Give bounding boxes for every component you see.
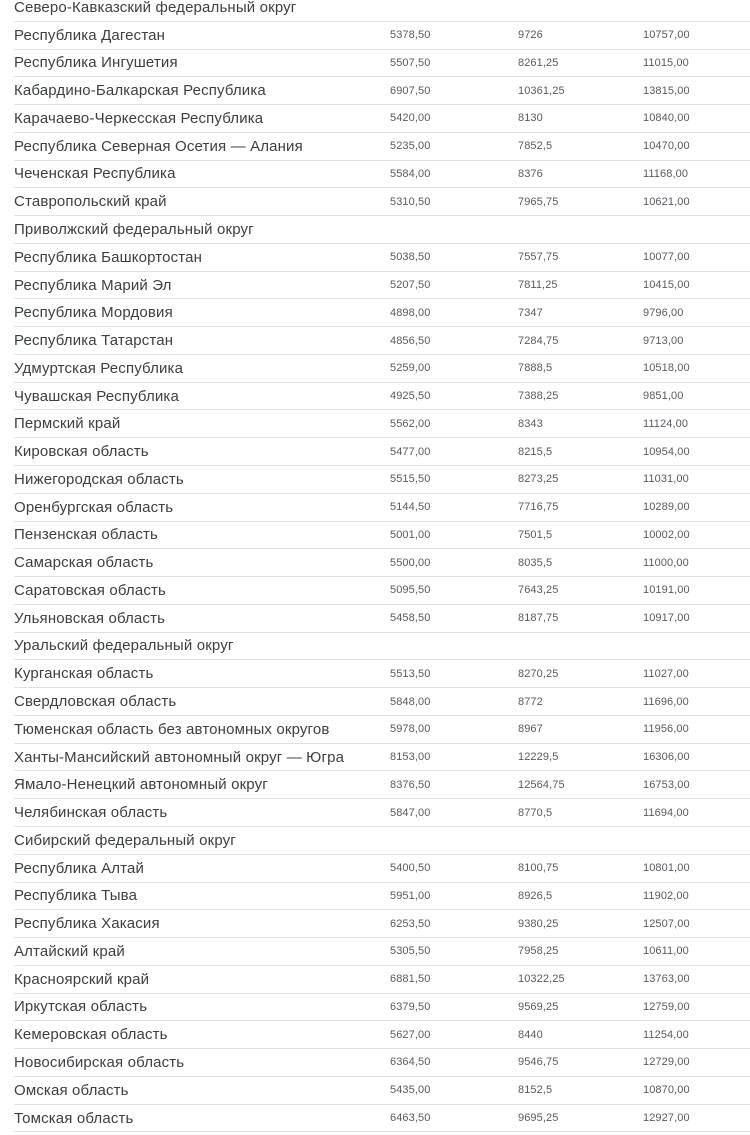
region-name: Пензенская область	[14, 526, 159, 544]
district-name: Сибирский федеральный округ	[14, 831, 236, 849]
value-cell: 5951,00	[390, 889, 431, 902]
value-cell: 5259,00	[390, 362, 431, 375]
value-cell: 5144,50	[390, 501, 431, 514]
region-name: Карачаево-Черкесская Республика	[14, 109, 264, 127]
value-cell: 10621,00	[643, 195, 690, 208]
value-cell: 11696,00	[643, 695, 689, 708]
value-cell: 8770,5	[518, 806, 553, 819]
table-row	[14, 1105, 750, 1133]
value-cell: 11031,00	[643, 473, 689, 486]
value-cell: 6379,50	[390, 1000, 431, 1013]
table-row	[14, 966, 750, 994]
value-cell: 8376	[518, 167, 543, 180]
value-cell: 5515,50	[390, 473, 431, 486]
value-cell: 11254,00	[643, 1028, 689, 1041]
value-cell: 4925,50	[390, 390, 431, 403]
table-row	[14, 605, 750, 633]
section-header-row	[14, 0, 750, 22]
value-cell: 4898,00	[390, 306, 431, 319]
value-cell: 16753,00	[643, 778, 690, 791]
value-cell: 10361,25	[518, 84, 565, 97]
region-name: Ямало-Ненецкий автономный округ	[14, 776, 268, 794]
value-cell: 5038,50	[390, 251, 431, 264]
value-cell: 8273,25	[518, 473, 559, 486]
value-cell: 11015,00	[643, 56, 689, 69]
value-cell: 5627,00	[390, 1028, 431, 1041]
region-name: Саратовская область	[14, 581, 166, 599]
value-cell: 11694,00	[643, 806, 689, 819]
region-name: Красноярский край	[14, 970, 150, 988]
region-name: Республика Алтай	[14, 859, 145, 877]
value-cell: 5513,50	[390, 667, 431, 680]
value-cell: 8130	[518, 112, 543, 125]
table-row	[14, 466, 750, 494]
value-cell: 5435,00	[390, 1084, 431, 1097]
value-cell: 6253,50	[390, 917, 431, 930]
table-row	[14, 77, 750, 105]
value-cell: 8772	[518, 695, 543, 708]
value-cell: 9380,25	[518, 917, 559, 930]
value-cell: 10870,00	[643, 1084, 690, 1097]
table-row	[14, 50, 750, 78]
table-row	[14, 272, 750, 300]
value-cell: 9796,00	[643, 306, 684, 319]
value-cell: 7284,75	[518, 334, 559, 347]
value-cell: 10191,00	[643, 584, 690, 597]
value-cell: 5500,00	[390, 556, 431, 569]
value-cell: 10840,00	[643, 112, 690, 125]
value-cell: 9851,00	[643, 390, 684, 403]
region-name: Томская область	[14, 1109, 134, 1127]
table-row	[14, 327, 750, 355]
value-cell: 10917,00	[643, 612, 690, 625]
section-header-row	[14, 827, 750, 855]
value-cell: 7501,5	[518, 528, 553, 541]
value-cell: 7852,5	[518, 140, 553, 153]
district-name: Приволжский федеральный округ	[14, 221, 254, 238]
value-cell: 5477,00	[390, 445, 431, 458]
region-name: Пермский край	[14, 415, 121, 433]
value-cell: 5848,00	[390, 695, 431, 708]
table-row	[14, 549, 750, 577]
value-cell: 10415,00	[643, 279, 690, 292]
section-header-row	[14, 633, 750, 661]
value-cell: 5001,00	[390, 528, 431, 541]
value-cell: 4856,50	[390, 334, 431, 347]
value-cell: 5420,00	[390, 112, 431, 125]
table-row	[14, 133, 750, 161]
region-name: Кировская область	[14, 443, 149, 461]
table-row	[14, 494, 750, 522]
region-name: Ульяновская область	[14, 609, 166, 627]
value-cell: 10002,00	[643, 528, 690, 541]
value-cell: 10611,00	[643, 945, 689, 958]
district-name: Уральский федеральный округ	[14, 637, 234, 655]
value-cell: 5095,50	[390, 584, 431, 597]
value-cell: 12759,00	[643, 1000, 690, 1013]
table-row	[14, 660, 750, 688]
value-cell: 10322,25	[518, 973, 565, 986]
table-row	[14, 1077, 750, 1105]
value-cell: 5847,00	[390, 806, 431, 819]
region-name: Тюменская область без автономных округов	[14, 720, 330, 738]
table-row	[14, 938, 750, 966]
value-cell: 11124,00	[643, 417, 689, 430]
table-row	[14, 799, 750, 827]
value-cell: 7811,25	[518, 279, 558, 292]
value-cell: 10801,00	[643, 862, 690, 875]
value-cell: 7958,25	[518, 945, 559, 958]
value-cell: 7643,25	[518, 584, 559, 597]
region-name: Чувашская Республика	[14, 387, 179, 405]
region-name: Кабардино-Балкарская Республика	[14, 82, 266, 100]
region-name: Челябинская область	[14, 804, 168, 822]
value-cell: 8152,5	[518, 1084, 553, 1097]
table-row	[14, 244, 750, 272]
region-name: Чеченская Республика	[14, 165, 176, 183]
value-cell: 11000,00	[643, 556, 689, 569]
district-name: Северо-Кавказский федеральный округ	[14, 0, 297, 16]
value-cell: 11168,00	[643, 167, 689, 180]
value-cell: 12229,5	[518, 751, 559, 764]
value-cell: 5305,50	[390, 945, 431, 958]
table-row	[14, 771, 750, 799]
value-cell: 13815,00	[643, 84, 690, 97]
value-cell: 10077,00	[643, 251, 690, 264]
value-cell: 5235,00	[390, 140, 431, 153]
value-cell: 8440	[518, 1028, 543, 1041]
region-name: Новосибирская область	[14, 1053, 185, 1071]
value-cell: 6463,50	[390, 1112, 431, 1124]
table-row	[14, 410, 750, 438]
table-row	[14, 1021, 750, 1049]
table-row	[14, 355, 750, 383]
value-cell: 6881,50	[390, 973, 431, 986]
region-name: Омская область	[14, 1081, 129, 1099]
region-name: Республика Марий Эл	[14, 276, 172, 294]
table-row	[14, 1049, 750, 1077]
table-row	[14, 716, 750, 744]
value-cell: 7388,25	[518, 390, 559, 403]
value-cell: 5400,50	[390, 862, 431, 875]
region-name: Республика Дагестан	[14, 26, 166, 44]
value-cell: 11027,00	[643, 667, 689, 680]
region-name: Республика Ингушетия	[14, 54, 178, 72]
value-cell: 5458,50	[390, 612, 431, 625]
value-cell: 9546,75	[518, 1056, 559, 1069]
value-cell: 10757,00	[643, 29, 690, 42]
region-name: Оренбургская область	[14, 498, 174, 516]
region-name: Ханты-Мансийский автономный округ — Югра	[14, 748, 345, 766]
value-cell: 12729,00	[643, 1056, 690, 1069]
value-cell: 10954,00	[643, 445, 690, 458]
table-row	[14, 299, 750, 327]
table-row	[14, 577, 750, 605]
value-cell: 8926,5	[518, 889, 553, 902]
region-name: Республика Тыва	[14, 887, 138, 905]
value-cell: 9569,25	[518, 1000, 559, 1013]
value-cell: 12927,00	[643, 1112, 690, 1124]
value-cell: 5978,00	[390, 723, 431, 736]
region-name: Кемеровская область	[14, 1026, 168, 1044]
value-cell: 5584,00	[390, 167, 431, 180]
value-cell: 7716,75	[518, 501, 559, 514]
value-cell: 6907,50	[390, 84, 431, 97]
region-name: Самарская область	[14, 554, 154, 572]
value-cell: 5507,50	[390, 56, 431, 69]
region-name: Нижегородская область	[14, 470, 184, 488]
value-cell: 10289,00	[643, 501, 690, 514]
value-cell: 11956,00	[643, 723, 689, 736]
table-row	[14, 855, 750, 883]
region-name: Алтайский край	[14, 942, 125, 960]
region-name: Республика Северная Осетия — Алания	[14, 137, 303, 155]
table-row	[14, 688, 750, 716]
table-row	[14, 105, 750, 133]
region-name: Республика Мордовия	[14, 304, 173, 322]
value-cell: 10470,00	[643, 140, 690, 153]
region-name: Удмуртская Республика	[14, 359, 184, 377]
value-cell: 12507,00	[643, 917, 690, 930]
region-name: Иркутская область	[14, 998, 148, 1016]
table-row	[14, 883, 750, 911]
region-name: Курганская область	[14, 665, 154, 683]
value-cell: 6364,50	[390, 1056, 431, 1069]
region-name: Республика Татарстан	[14, 332, 174, 350]
value-cell: 8376,50	[390, 778, 431, 791]
value-cell: 5310,50	[390, 195, 431, 208]
value-cell: 7888,5	[518, 362, 553, 375]
region-name: Республика Башкортостан	[14, 248, 203, 266]
value-cell: 5378,50	[390, 29, 431, 42]
value-cell: 10518,00	[643, 362, 690, 375]
region-name: Республика Хакасия	[14, 915, 160, 933]
value-cell: 7557,75	[518, 251, 559, 264]
table-row	[14, 383, 750, 411]
value-cell: 8215,5	[518, 445, 553, 458]
value-cell: 13763,00	[643, 973, 690, 986]
table-row	[14, 744, 750, 772]
value-cell: 8343	[518, 417, 543, 430]
value-cell: 7347	[518, 306, 543, 319]
table-row	[14, 910, 750, 938]
table-row	[14, 188, 750, 216]
value-cell: 9695,25	[518, 1112, 559, 1124]
value-cell: 9726	[518, 29, 543, 42]
value-cell: 5207,50	[390, 279, 431, 292]
table-row	[14, 994, 750, 1022]
value-cell: 16306,00	[643, 751, 690, 764]
section-header-row	[14, 216, 750, 244]
table-row	[14, 438, 750, 466]
region-name: Ставропольский край	[14, 193, 167, 211]
value-cell: 11902,00	[643, 889, 689, 902]
value-cell: 8100,75	[518, 862, 559, 875]
value-cell: 8967	[518, 723, 543, 736]
value-cell: 8035,5	[518, 556, 553, 569]
value-cell: 7965,75	[518, 195, 559, 208]
table-row	[14, 522, 750, 550]
value-cell: 8261,25	[518, 56, 559, 69]
value-cell: 8270,25	[518, 667, 559, 680]
value-cell: 9713,00	[643, 334, 684, 347]
table-row	[14, 22, 750, 50]
value-cell: 12564,75	[518, 778, 565, 791]
value-cell: 5562,00	[390, 417, 431, 430]
value-cell: 8153,00	[390, 751, 431, 764]
region-name: Свердловская область	[14, 693, 177, 711]
table-row	[14, 161, 750, 189]
value-cell: 8187,75	[518, 612, 559, 625]
